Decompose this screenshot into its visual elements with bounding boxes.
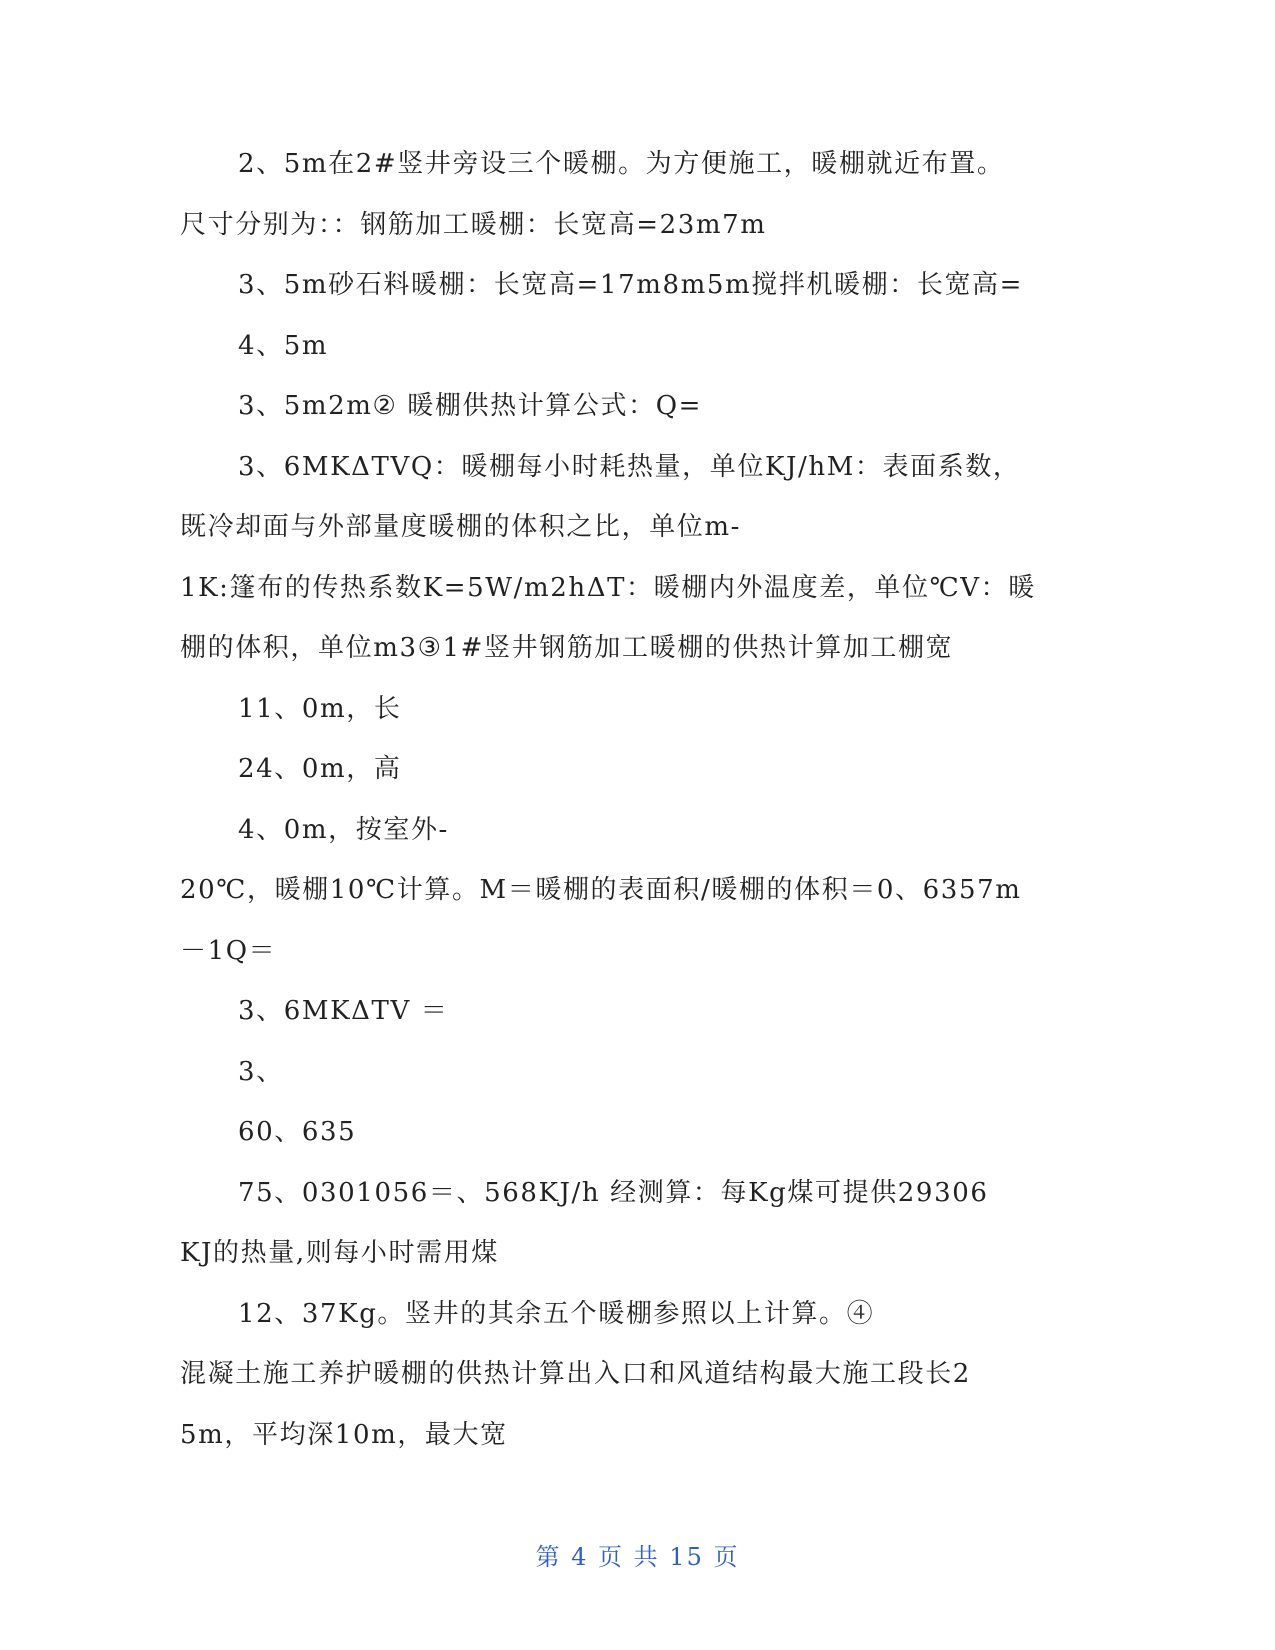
text-line: 3、5m2m② 暖棚供热计算公式：Q= bbox=[238, 391, 703, 421]
text-line: 11、0m，长 bbox=[238, 693, 402, 724]
text-line: 混凝土施工养护暖棚的供热计算出入口和风道结构最大施工段长2 bbox=[180, 1359, 971, 1389]
text-line: 3、6MKΔTVQ：暖棚每小时耗热量，单位KJ/hM：表面系数， bbox=[238, 451, 1021, 482]
text-line: 4、5m bbox=[238, 330, 329, 361]
text-line: 3、6MKΔTV ＝ bbox=[238, 996, 449, 1026]
text-line: 尺寸分别为：：钢筋加工暖棚：长宽高=23m7m bbox=[180, 209, 767, 240]
text-line: －1Q＝ bbox=[180, 935, 277, 966]
body-text bbox=[180, 142, 1080, 1473]
text-line: 既冷却面与外部量度暖棚的体积之比，单位m- bbox=[180, 512, 742, 542]
text-line: 75、0301056＝、568KJ/h 经测算：每Kg煤可提供29306 bbox=[238, 1177, 989, 1208]
text-line: 棚的体积，单位m3③1#竖井钢筋加工暖棚的供热计算加工棚宽 bbox=[180, 633, 954, 663]
text-line: 3、 bbox=[238, 1056, 284, 1087]
text-line: 2、5m在2#竖井旁设三个暖棚。为方便施工，暖棚就近布置。 bbox=[238, 149, 1005, 179]
text-line: 4、0m，按室外- bbox=[238, 814, 449, 845]
text-line: 60、635 bbox=[238, 1117, 357, 1147]
text-line: 1K:篷布的传热系数K=5W/m2hΔT：暖棚内外温度差，单位℃V：暖 bbox=[180, 572, 1036, 603]
text-line: 5m，平均深10m，最大宽 bbox=[180, 1419, 508, 1450]
text-line: 3、5m砂石料暖棚：长宽高=17m8m5m搅拌机暖棚：长宽高= bbox=[238, 270, 1024, 300]
text-line: 24、0m，高 bbox=[238, 754, 402, 784]
page-footer: 第 4 页 共 15 页 bbox=[535, 1543, 740, 1571]
text-line: KJ的热量,则每小时需用煤 bbox=[180, 1238, 499, 1268]
text-line: 12、37Kg。竖井的其余五个暖棚参照以上计算。④ bbox=[238, 1298, 875, 1329]
text-line: 20℃，暖棚10℃计算。M＝暖棚的表面积/暖棚的体积＝0、6357m bbox=[180, 875, 1022, 905]
